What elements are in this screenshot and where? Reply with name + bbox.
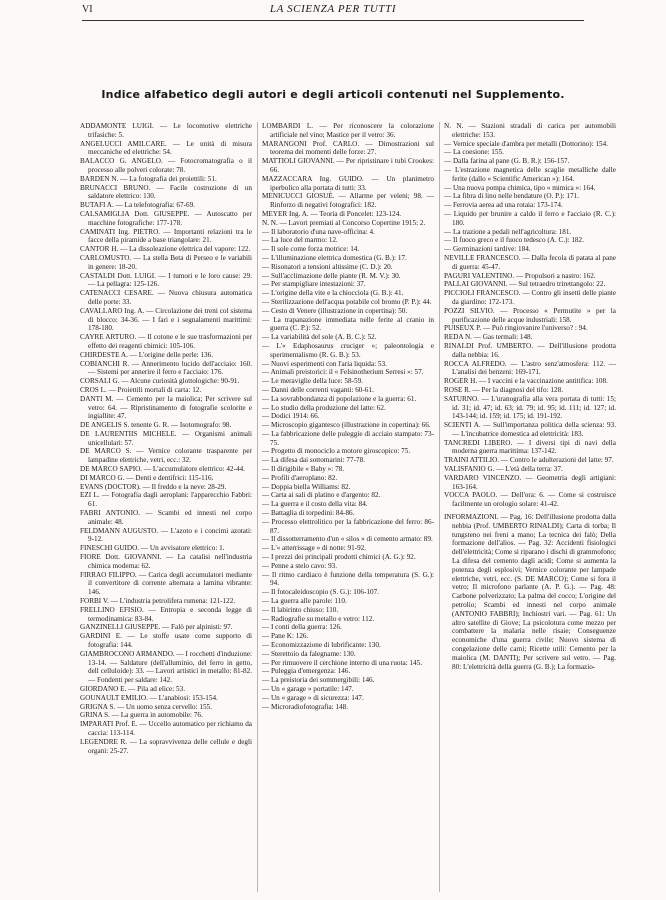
index-entry: REDA N. — Gas termali: 148. bbox=[444, 333, 533, 342]
index-entry: — Nuovi esperimenti con l'aria liquida: 53. bbox=[262, 359, 387, 368]
index-entry: MAZZACCARA Ing. GUIDO. — Un planimetro iperbolico alla portata di tutti: 33. bbox=[262, 174, 434, 192]
index-entry: CARLOMUSTO. — La stella Beta di Perseo e le variabili in genere: 18-20. bbox=[80, 253, 252, 271]
column-divider bbox=[439, 122, 440, 892]
index-entry: — Liquido per brunire a caldo il ferro e l'acciaio (R. C.): 180. bbox=[444, 209, 616, 227]
index-entry: BALACCO G. ANGELO. — Fotocromatografia o il processo alle polveri colorate: 78. bbox=[80, 157, 252, 174]
index-entry: — Sull'acclimazione delle piante (R. M. V.): 30. bbox=[262, 271, 401, 280]
index-entry: CAMINATI Ing. PIETRO. — Importanti relazioni tra le facce della piramide a base triangolare: 21. bbox=[80, 227, 252, 245]
index-entry: N. N. — Lavori premiati al Concorso Copertine 1915: 2. bbox=[262, 218, 426, 227]
index-entry: BARDEN N. — La fotografia dei proiettili: 51. bbox=[80, 174, 217, 183]
index-entry: MEYER Ing. A. — Teoria di Poncelet: 123-124. bbox=[262, 209, 402, 218]
index-entry: — La luce del marmo: 12. bbox=[262, 236, 338, 245]
index-column-2 bbox=[262, 122, 434, 892]
index-entry: — Pane K: 126. bbox=[262, 632, 309, 641]
index-entry: — L'estrazione magnetica delle scaglie metalliche dalle ferite (dallo « Scientific American »): 164. bbox=[444, 165, 616, 183]
index-entry: — Sterilizzazione dell'acqua potabile col bromo (P. P.): 44. bbox=[262, 297, 432, 306]
index-entry: EZI L. — Fotografia dagli aeroplani: l'apparecchio Fabbri: 61. bbox=[80, 491, 252, 509]
index-entry: — Carta ai sali di platino e d'argento: 82. bbox=[262, 491, 381, 500]
index-column-3 bbox=[444, 122, 616, 892]
index-entry: FINESCHI GUIDO. — Un avvisatore elettrico: 1. bbox=[80, 544, 225, 553]
index-entry: — Danni delle correnti vaganti: 60-61. bbox=[262, 385, 374, 394]
index-entry: PICCIOLI FRANCESCO. — Contro gli insetti delle piante da giardino: 172-173. bbox=[444, 289, 616, 306]
index-entry: INFORMAZIONI. — Pag. 16: Dell'illusione prodotta dalla nebbia (Prof. UMBERTO RINALDI); Carta di torba; Il tungsteno nei freni a mano; La tecnica dei falò; Della formazione dell'alios. — Pag. 32: Accidenti fisiologici dell'elettricità; Come si riparano i dischi di grammofono; La difesa del cemento dagli acidi; Come si aumenta la potenza degli esplosivi; Vernice colorante per lampade elettriche, vetri, ecc. (S. DE MARCO); Come si fora il vetro; Il microfono parlante (A. P. G.). — Pag. 48: Carbone polverizzato; La palma del cocco; L'origine del petrolio; Scambi ed innesti nel corpo animale (ANTONIO FABBRI); Inchiostri vari. — Pag. 61: Un altro satellite di Giove; La psicolotura come mezzo per combattere la malaria nelle risaie; Conseguenze economiche d'una guerra civile; Nuovo sistema di congelazione delle carni; Ricette utili: Cemento per la maiolica (M. DANTI); Per scrivere sul vetro. — Pag. 80: L'elettricità della guerra (G. B.); La formazio- bbox=[444, 513, 616, 671]
index-entry: — Progetto di monociclo a motore giroscopico: 75. bbox=[262, 447, 411, 456]
index-entry: DI MARCO G. — Denti e dentifrici: 115-116. bbox=[80, 473, 214, 482]
index-entry: VALISFANIO G. — L'età della terra: 37. bbox=[444, 465, 563, 474]
index-entry: GIORDANO E. — Pila ad elice: 53. bbox=[80, 685, 185, 693]
index-entry: — L'origine della vite e la chiocciola (G. B.): 41. bbox=[262, 289, 404, 298]
index-entry: POZZI SILVIO. — Processo « Permutite » per la purificazione delle acque industriali: 158. bbox=[444, 306, 616, 324]
index-entry: — Il labirinto chiuso: 110. bbox=[262, 605, 339, 614]
page-number: VI bbox=[82, 4, 93, 15]
index-entry: MATTIOLI GIOVANNI. — Per ripristinare i tubi Crookes: 66. bbox=[262, 157, 434, 174]
index-entry: SCIENTI A. — Sull'importanza politica della scienza: 93. — L'incubatrice domestica ad elettricità: 183. bbox=[444, 421, 616, 438]
index-entry: ROSE R. — Per la diagnosi del tifo: 128. bbox=[444, 385, 563, 394]
index-entry: FRELLINO EFISIO. — Entropia e seconda legge di termodinamica: 83-84. bbox=[80, 605, 252, 623]
index-entry: — Le meraviglie della luce: 58-59. bbox=[262, 377, 363, 386]
index-entry: CROS L. — Proiettili mortali di carta: 12. bbox=[80, 385, 202, 394]
index-entry: SATURNO. — L'uranografia alla vera portata di tutti: 15; id. 31; id. 47; id. 63; id. 79; id. 95; id. 111; id. 127; id. 143-144; id. 159; id. 175; id. 191-192. bbox=[444, 394, 616, 421]
index-entry: MENICUCCI GIOSUÈ. — Allarme per veleni; 98. — Rinforzo di negativi fotografici: 182. bbox=[262, 192, 434, 210]
index-entry: — Profili d'aeroplano: 82. bbox=[262, 473, 338, 482]
index-entry: — Il laboratorio d'una nave-officina: 4. bbox=[262, 227, 375, 236]
index-entry: GRINA S. — La guerra in automobile: 76. bbox=[80, 711, 203, 720]
index-entry: DE MARCO S. — Vernice colorante trasparente per lampadine elettriche, vetri, ecc.: 32. bbox=[80, 447, 252, 465]
index-entry: — Animali preistorici: il « Felsinotherium Serresi »: 57. bbox=[262, 368, 424, 377]
index-entry: PAGURI VALENTINO. — Propulsori a nastro: 162. bbox=[444, 271, 596, 280]
index-entry: — La fibra di lino nelle bendature (O. P.): 171. bbox=[444, 192, 579, 201]
index-entry: — Battaglia di torpedini: 84-86. bbox=[262, 509, 355, 518]
index-entry: TRAINI ATTILIO. — Contro le adulterazioni del latte: 97. bbox=[444, 456, 614, 465]
index-entry: — La trazione a pedali nell'agricoltura: 181. bbox=[444, 227, 572, 236]
index-entry: — La preistoria dei sommergibili: 146. bbox=[262, 676, 375, 685]
index-entry: N. N. — Stazioni stradali di carica per automobili elettriche: 153. bbox=[444, 122, 616, 139]
index-entry: — L'illuminazione elettrica domestica (G. B.): 17. bbox=[262, 253, 407, 262]
index-entry: — La difesa dai sottomarini: 77-78. bbox=[262, 456, 365, 465]
index-entry: — Il fotocaleidoscopio (S. G.): 106-107. bbox=[262, 588, 379, 597]
index-entry: PUISEUX P. — Può ringiovanire l'universo? : 94. bbox=[444, 324, 588, 333]
index-entry: — Il dirigibile « Baby »: 78. bbox=[262, 465, 345, 474]
index-entry: VOCCA PAOLO. — Dell'ora: 6. — Come si costruisce facilmente un orologio solare: 41-42. bbox=[444, 491, 616, 509]
index-entry: CATENACCI CESARE. — Nuova chiusura automatica delle porte: 33. bbox=[80, 289, 252, 306]
index-entry: DE MARCO SAPIO. — L'accumulatore elettrico: 42-44. bbox=[80, 465, 245, 474]
index-entry: PALLAI GIOVANNI. — Sul tetraedro trirettangolo: 22. bbox=[444, 280, 606, 289]
index-entry: — Puleggia d'emergenza: 146. bbox=[262, 667, 351, 676]
index-entry: FELDMANN AUGUSTO. — L'azoto e i concimi azotati: 9-12. bbox=[80, 526, 252, 544]
index-entry: — I prezzi dei principali prodotti chimici (A. G.): 92. bbox=[262, 553, 416, 562]
index-entry: — Lo studio della produzione del latte: 62. bbox=[262, 403, 386, 412]
index-entry: — Ferrovia aerea ad una rotaia: 173-174. bbox=[444, 201, 563, 210]
index-entry: — I conti della guerra: 126. bbox=[262, 623, 342, 632]
index-entry: GARDINI E. — Le stoffe usate come supporto di fotografia: 144. bbox=[80, 632, 252, 650]
index-entry: — Germinazioni tardive: 184. bbox=[444, 245, 531, 254]
index-entry: — Dodici 1914: 66. bbox=[262, 412, 320, 421]
index-entry: MARANGONI Prof. CARLO. — Dimostrazioni sul teorema dei momenti delle forze: 27. bbox=[262, 139, 434, 157]
index-entry: COBIANCHI R. — Annerimento lucido dell'acciaio: 160. — Sistemi per annerire il ferro e l'acciaio: 176. bbox=[80, 359, 252, 377]
column-divider bbox=[257, 122, 258, 892]
index-entry: LEGENDRE R. — La sopravvivenza delle cellule e degli organi: 25-27. bbox=[80, 737, 252, 755]
index-entry: FORBI V. — L'industria petrolifera rumena: 121-122. bbox=[80, 597, 236, 606]
index-entry: — Per rimuovere il cerchione interno di una ruota: 145. bbox=[262, 658, 423, 667]
index-entry: — Risonatori a tensioni altissime (C. D.): 20. bbox=[262, 262, 393, 271]
index-entry: CHIRDESTE A. — L'origine delle perle: 136. bbox=[80, 350, 214, 359]
index-entry: DE ANGELIS S. tenente G. R. — Isotomografo: 98. bbox=[80, 421, 232, 430]
index-entry: — La guerra e il costo della vita: 84. bbox=[262, 500, 368, 509]
index-entry: — Il fuoco greco e il fuoco tedesco (A. C.): 182. bbox=[444, 236, 584, 245]
index-entry: — Vernice speciale d'ambra per metalli (Dottorino): 154. bbox=[444, 139, 609, 148]
index-entry: BRUNACCI BRUNO. — Facile costruzione di un saldatore elettrico: 130. bbox=[80, 183, 252, 201]
index-entry: DANTI M. — Cemento per la maiolica; Per scrivere sul vetro: 64. — Ripristinamento di fotografie scolorite e ingiallite: 47. bbox=[80, 394, 252, 421]
index-entry: — Il dissotterramento d'un « silos » di cemento armato: 89. bbox=[262, 535, 433, 544]
index-entry: GIAMBROCONO ARMANDO. — I rocchetti d'induzione: 13-14. — Saldature (dell'alluminio, del ferro in getto, dell celluloide): 33. — Lavori artistici in metallo: 81-82. — Fondenti per saldare: 142. bbox=[80, 649, 252, 685]
index-entry: — La fabbricazione delle puleggie di acciaio stampato: 73-75. bbox=[262, 429, 434, 447]
index-entry: TANCREDI LIBERO. — I diversi tipi di navi della moderna guerra marittima: 137-142. bbox=[444, 438, 616, 456]
index-entry: — La coesione: 155. bbox=[444, 148, 504, 157]
index-entry: — Cesto di Venere (illustrazione in copertina): 50. bbox=[262, 306, 408, 315]
index-entry: IMPARATI Prof. E. — Uccello automatico per richiamo da caccia: 113-114. bbox=[80, 720, 252, 737]
index-entry: RINALDI Prof. UMBERTO. — Dell'illusione prodotta dalla nebbia: 16. bbox=[444, 341, 616, 359]
index-entry: ROGER H. — I vaccini e la vaccinazione antitifica: 108. bbox=[444, 377, 608, 386]
index-entry: EVANS (DOCTOR). — Il freddo e la neve: 28-29. bbox=[80, 482, 227, 491]
running-head bbox=[82, 2, 584, 21]
journal-title: LA SCIENZA PER TUTTI bbox=[269, 3, 397, 15]
index-entry: — Doppia biella Williams: 82. bbox=[262, 482, 351, 491]
index-entry: VARDARO VINCENZO. — Geometria degli artigiani: 163-164. bbox=[444, 473, 616, 491]
index-entry: ROCCA ALFREDO. — L'astro senz'atmosfera: 112. — L'analisi dei benzeni: 169-171. bbox=[444, 359, 616, 377]
index-entry: CALSAMIGLIA Dott. GIUSEPPE. — Autoscatto per macchine fotografiche: 177-178. bbox=[80, 209, 252, 227]
index-entry: NEVILLE FRANCESCO. — Dalla fecola di patata al pane di guerra: 45-47. bbox=[444, 253, 616, 271]
index-entry: FIORE Dott. GIOVANNI. — La catalisi nell'industria chimica moderna: 62. bbox=[80, 553, 252, 570]
index-entry: LOMBARDI L. — Per riconoscere la colorazione artificiale nel vino; Mastice per il vetro: 36. bbox=[262, 122, 434, 139]
index-entry: — Microscopio gigantesco (illustrazione in copertina): 66. bbox=[262, 421, 431, 430]
index-entry: — La trapanazione immediata nelle ferite al cranio in guerra (C. P.): 52. bbox=[262, 315, 434, 333]
index-entry: — Dalla farina al pane (G. B. R.): 156-157. bbox=[444, 157, 570, 166]
index-entry: FIRRAO FILIPPO. — Carica degli accumulatori mediante il convertitore di corrente alternata a lamina vibrante: 146. bbox=[80, 570, 252, 597]
index-entry: — Radiografie su metallo e vetro: 112. bbox=[262, 614, 375, 623]
index-entry: — L'« atterrissage » di notte: 91-92. bbox=[262, 544, 367, 553]
index-entry: GANZINELLI GIUSEPPE. — Falò per alpinisti: 97. bbox=[80, 623, 233, 632]
index-entry: — Il sole come forza motrice: 14. bbox=[262, 245, 360, 254]
index-entry: — Per stampigliare intestazioni: 37. bbox=[262, 280, 366, 289]
index-entry: CORSALI G. — Alcune curiosità glottologiche: 90-91. bbox=[80, 377, 240, 386]
index-entry: — Il ritmo cardiaco è funzione della temperatura (S. G.): 94. bbox=[262, 570, 434, 588]
index-entry: CANTOR H. — La dissoleazione elettrica del vapore: 122. bbox=[80, 245, 251, 254]
index-entry: GRIGNA S. — Un uomo senza cervello: 155. bbox=[80, 702, 212, 711]
index-entry: — Un « garage » di sicurezza: 147. bbox=[262, 693, 364, 702]
index-entry: — La guerra alle parole: 110. bbox=[262, 597, 347, 606]
index-entry: — Economizzazione di lubrificante: 130. bbox=[262, 641, 381, 650]
index-entry: — L'« Edaphosaurus cruciger »; paleontologia e sperimentalismo (R. G. B.): 53. bbox=[262, 341, 434, 359]
index-entry: — Penne a stelo cavo: 93. bbox=[262, 561, 338, 570]
index-entry: ADDAMONTE LUIGI. — Le locomotive elettriche trifasiche: 5. bbox=[80, 122, 252, 139]
index-entry: — Sterettoio da falegname: 130. bbox=[262, 649, 356, 658]
index-entry: CASTALDI Dott. LUIGI. — I tumori e le loro cause: 29. — La pellagra: 125-126. bbox=[80, 271, 252, 289]
index-entry: FABRI ANTONIO. — Scambi ed innesti nel corpo animale: 48. bbox=[80, 509, 252, 526]
index-entry: — La sovrabbondanza di popolazione e la guerra: 61. bbox=[262, 394, 417, 403]
index-entry: — Processo elettrolitico per la fabbricazione del ferro: 86-87. bbox=[262, 517, 434, 535]
index-entry: DE LAURENTIIS MICHELE. — Organismi animali unicellulari: 57. bbox=[80, 429, 252, 447]
index-entry: GOUNAULT EMILIO. — L'anabiosi: 153-154. bbox=[80, 693, 218, 702]
index-entry: CAYRE ARTURO. — Il cotone e le sue trasformazioni per effetto dei reagenti chimici: 105-106. bbox=[80, 333, 252, 350]
index-entry: BUTAFI A. — La telefotografia: 67-69. bbox=[80, 201, 195, 210]
section-title: Indice alfabetico degli autori e degli articoli contenuti nel Supplemento. bbox=[101, 88, 565, 101]
index-entry: — Un « garage » portatile: 147. bbox=[262, 685, 354, 693]
index-entry: CAVALLARO Ing. A. — Circolazione dei treni col sistema di blocco: 34-36. — I fari e i segnalamenti marittimi: 178-180. bbox=[80, 306, 252, 333]
index-entry: — La variabilità del sole (A. B. C.): 52. bbox=[262, 333, 377, 342]
index-column-1 bbox=[80, 122, 252, 892]
index-entry: — Microradiofotografia: 148. bbox=[262, 702, 349, 711]
index-entry: — Una nuova pompa chimica, tipo « mimica »: 164. bbox=[444, 183, 596, 192]
index-entry: ANGELUCCI AMILCARE. — Le unità di misura meccaniche ed elettriche: 54. bbox=[80, 139, 252, 157]
